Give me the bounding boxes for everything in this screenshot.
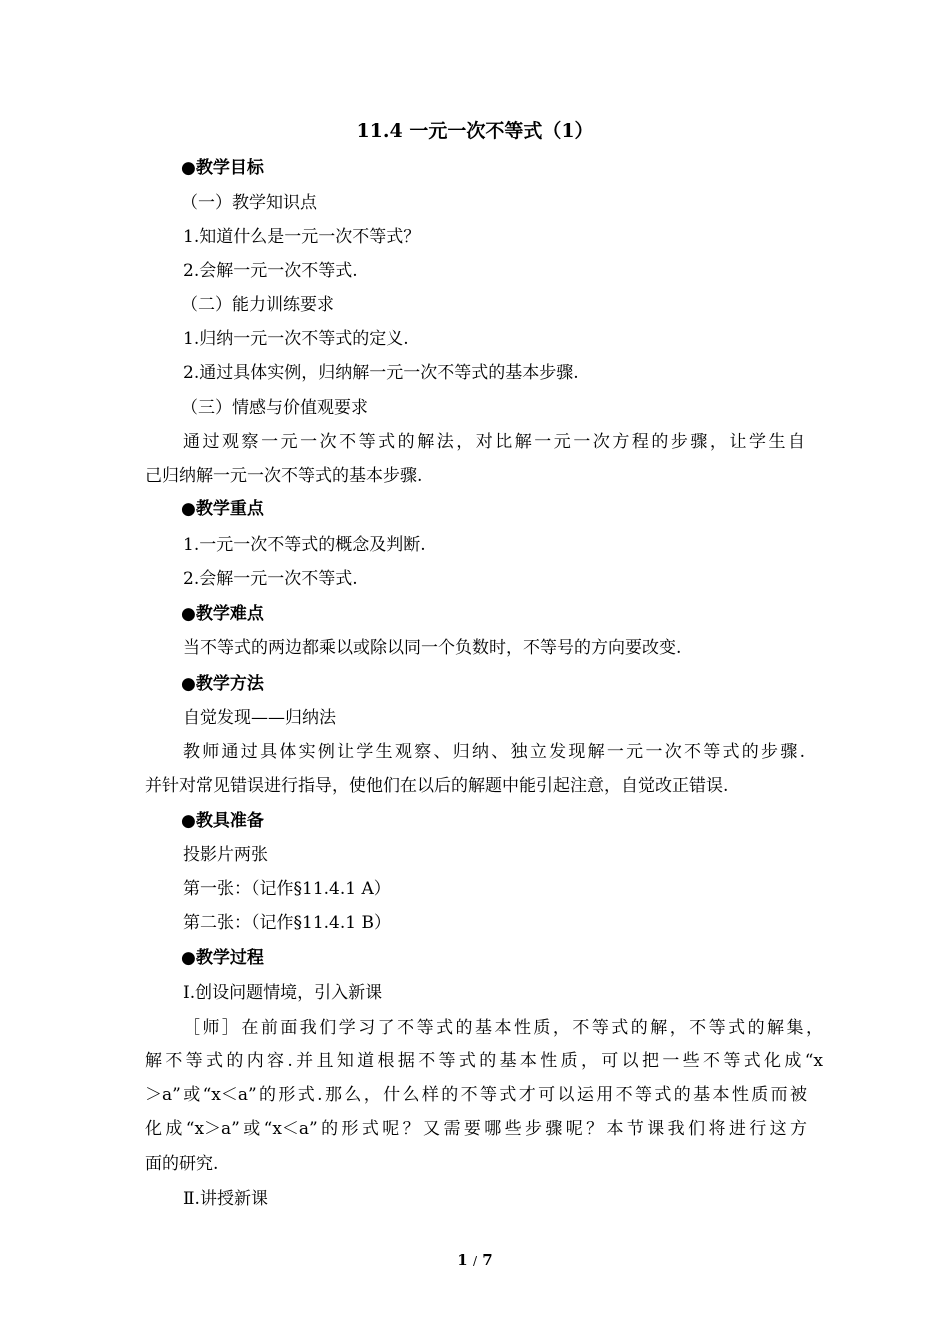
method-name: 自觉发现——归纳法 [183, 708, 336, 728]
tool-item: 投影片两张 [183, 845, 268, 865]
tool-item: 第二张：（记作§11.4.1 B） [183, 913, 391, 933]
subheading-knowledge: （一）教学知识点 [181, 193, 317, 213]
process-step: Ⅱ.讲授新课 [183, 1189, 268, 1209]
paragraph-line: 己归纳解一元一次不等式的基本步骤. [145, 466, 423, 486]
objective-item: 2.通过具体实例，归纳解一元一次不等式的基本步骤. [183, 363, 579, 383]
heading-methods: ●教学方法 [181, 674, 264, 694]
paragraph-line: 通过观察一元一次不等式的解法，对比解一元一次方程的步骤，让学生自 [183, 432, 805, 452]
paragraph-line: 并针对常见错误进行指导，使他们在以后的解题中能引起注意，自觉改正错误. [145, 776, 729, 796]
paragraph-line: 面的研究. [145, 1154, 219, 1174]
objective-item: 1.归纳一元一次不等式的定义. [183, 329, 409, 349]
heading-key-points: ●教学重点 [181, 499, 264, 519]
paragraph-line: 解不等式的内容.并且知道根据不等式的基本性质，可以把一些不等式化成“x [145, 1051, 823, 1071]
difficulty-text: 当不等式的两边都乘以或除以同一个负数时，不等号的方向要改变. [183, 638, 682, 658]
page-separator: / [472, 1254, 478, 1268]
paragraph-line: 化成“x＞a”或“x＜a”的形式呢？又需要哪些步骤呢？本节课我们将进行这方 [145, 1119, 807, 1139]
objective-item: 2.会解一元一次不等式. [183, 261, 358, 281]
process-step: Ⅰ.创设问题情境，引入新课 [183, 983, 383, 1003]
subheading-values: （三）情感与价值观要求 [181, 398, 368, 418]
key-point-item: 2.会解一元一次不等式. [183, 569, 358, 589]
paragraph-line: ［师］在前面我们学习了不等式的基本性质，不等式的解，不等式的解集， [183, 1018, 823, 1038]
page-number [0, 1250, 950, 1271]
key-point-item: 1.一元一次不等式的概念及判断. [183, 535, 426, 555]
document-title: 11.4 一元一次不等式（1） [356, 120, 594, 142]
current-page: 1 [457, 1251, 468, 1269]
tool-item: 第一张：（记作§11.4.1 A） [183, 879, 391, 899]
heading-difficulties: ●教学难点 [181, 604, 264, 624]
paragraph-line: ＞a”或“x＜a”的形式.那么，什么样的不等式才可以运用不等式的基本性质而被 [145, 1085, 807, 1105]
subheading-ability: （二）能力训练要求 [181, 295, 334, 315]
heading-objectives: ●教学目标 [181, 158, 264, 178]
objective-item: 1.知道什么是一元一次不等式？ [183, 227, 421, 247]
heading-tools: ●教具准备 [181, 811, 264, 831]
paragraph-line: 教师通过具体实例让学生观察、归纳、独立发现解一元一次不等式的步骤. [183, 742, 805, 762]
total-pages: 7 [482, 1251, 493, 1269]
heading-process: ●教学过程 [181, 948, 264, 968]
